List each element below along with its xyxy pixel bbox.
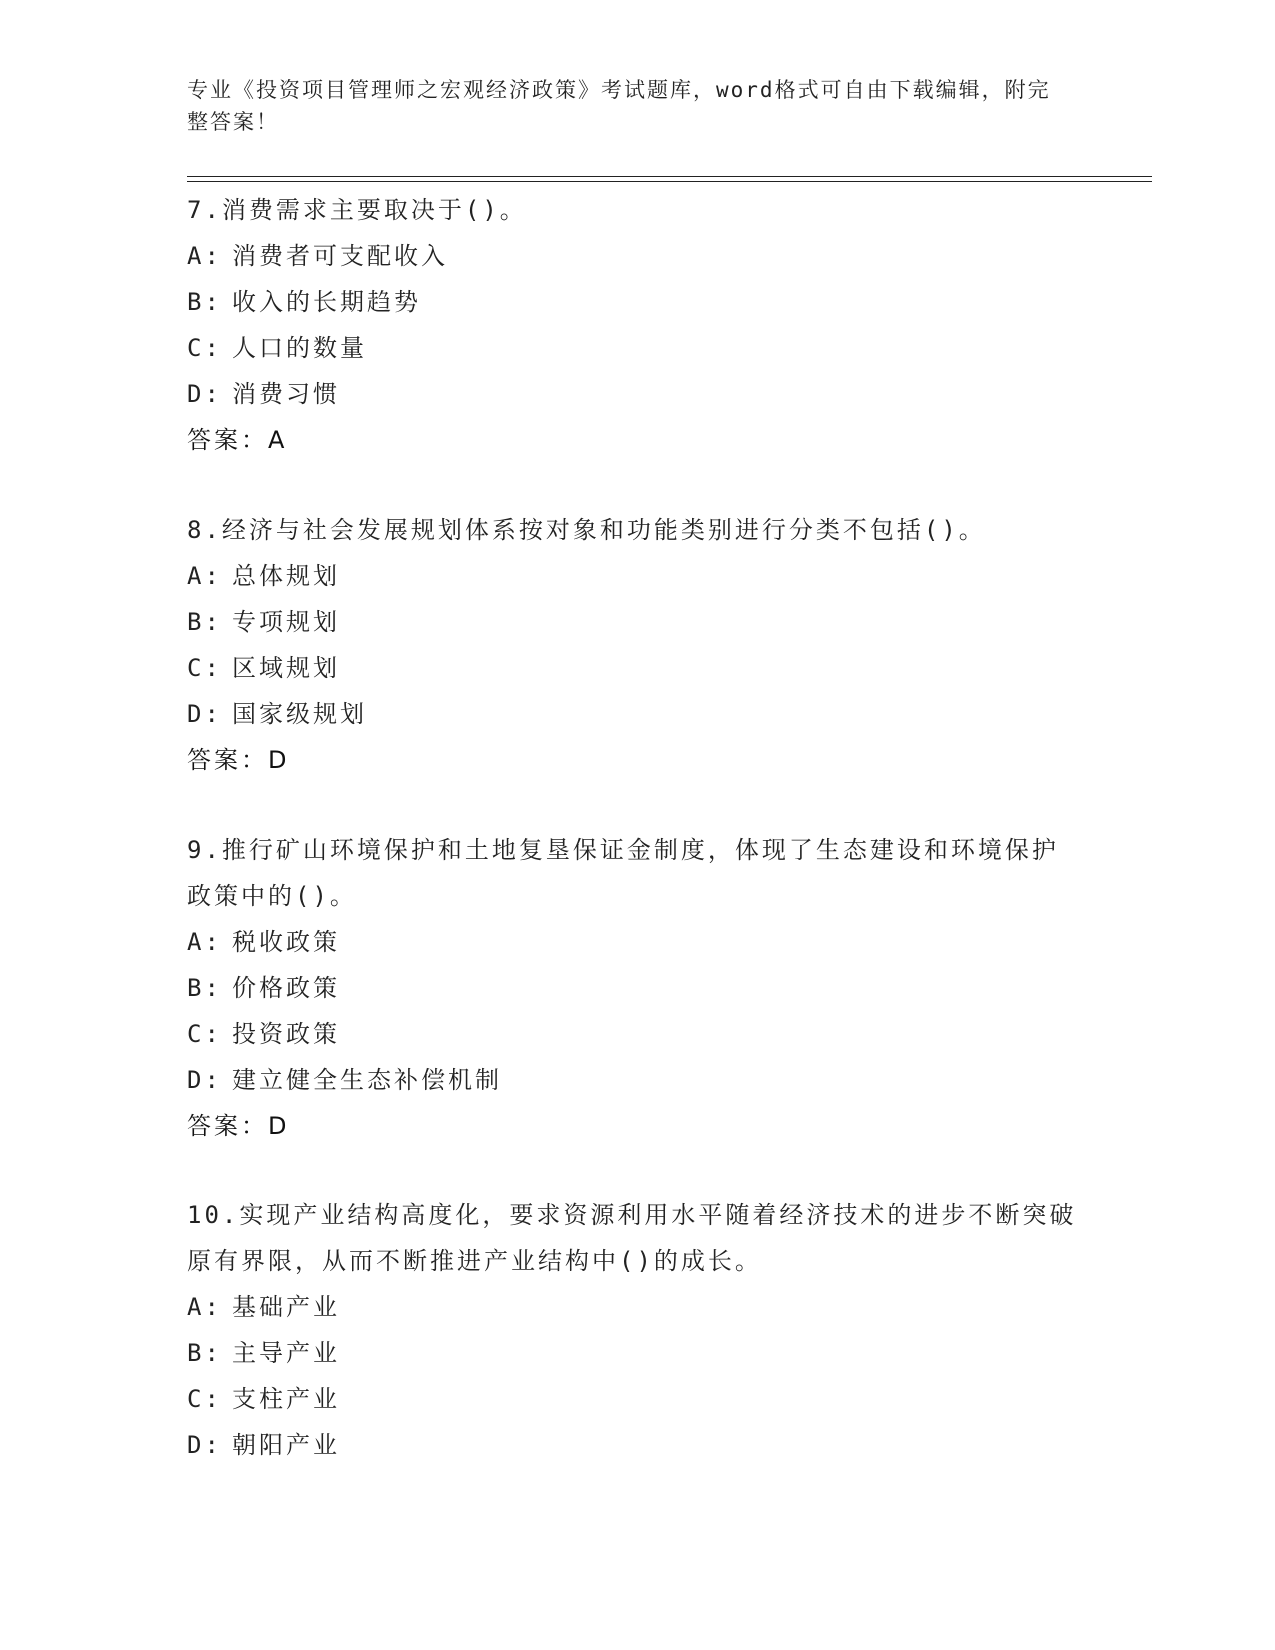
option-text: 基础产业 (232, 1293, 340, 1321)
question-stem: 8.经济与社会发展规划体系按对象和功能类别进行分类不包括()。 (187, 516, 986, 544)
option-text: 区域规划 (232, 654, 340, 682)
option-key: B: (187, 974, 222, 1002)
option-key: A: (187, 562, 222, 590)
option-text: 税收政策 (232, 928, 340, 956)
option-d (187, 1057, 1067, 1103)
option-key: A: (187, 928, 222, 956)
question-9 (187, 827, 1067, 1149)
question-stem: 10.实现产业结构高度化，要求资源利用水平随着经济技术的进步不断突破原有界限，从而不断推进产业结构中()的成长。 (187, 1201, 1077, 1275)
option-key: C: (187, 1020, 222, 1048)
option-text: 主导产业 (232, 1339, 340, 1367)
option-key: C: (187, 654, 222, 682)
option-text: 朝阳产业 (232, 1431, 340, 1459)
option-a (187, 919, 1067, 965)
option-c (187, 645, 1087, 691)
option-key: A: (187, 1293, 222, 1321)
option-b (187, 965, 1067, 1011)
option-c (187, 1376, 1077, 1422)
answer-line: 答案：D (187, 1112, 290, 1140)
option-text: 收入的长期趋势 (232, 288, 421, 316)
question-stem: 9.推行矿山环境保护和土地复垦保证金制度，体现了生态建设和环境保护政策中的()。 (187, 836, 1059, 910)
option-text: 总体规划 (232, 562, 340, 590)
option-b (187, 279, 1087, 325)
option-key: B: (187, 288, 222, 316)
option-b (187, 1330, 1077, 1376)
option-key: D: (187, 700, 222, 728)
answer-line: 答案：A (187, 426, 288, 454)
option-text: 人口的数量 (232, 334, 367, 362)
option-key: D: (187, 1066, 222, 1094)
option-d (187, 691, 1087, 737)
option-key: C: (187, 1385, 222, 1413)
option-d (187, 1422, 1077, 1468)
option-text: 支柱产业 (232, 1385, 340, 1413)
header-divider-bottom (187, 181, 1152, 182)
option-text: 消费习惯 (232, 380, 340, 408)
option-c (187, 1011, 1067, 1057)
option-c (187, 325, 1087, 371)
option-key: D: (187, 1431, 222, 1459)
option-key: C: (187, 334, 222, 362)
option-text: 建立健全生态补偿机制 (232, 1066, 502, 1094)
option-a (187, 1284, 1077, 1330)
option-b (187, 599, 1087, 645)
option-key: B: (187, 1339, 222, 1367)
question-7 (187, 187, 1087, 463)
option-d (187, 371, 1087, 417)
option-key: B: (187, 608, 222, 636)
option-key: A: (187, 242, 222, 270)
question-8 (187, 507, 1087, 783)
question-stem: 7.消费需求主要取决于()。 (187, 196, 527, 224)
header-text: 专业《投资项目管理师之宏观经济政策》考试题库，word格式可自由下载编辑，附完整答案！ (187, 78, 1051, 134)
header-divider-top (187, 176, 1152, 177)
option-text: 专项规划 (232, 608, 340, 636)
option-a (187, 233, 1087, 279)
option-text: 价格政策 (232, 974, 340, 1002)
answer-line: 答案：D (187, 746, 290, 774)
document-header (187, 74, 1067, 138)
question-10 (187, 1192, 1077, 1468)
option-text: 国家级规划 (232, 700, 367, 728)
option-text: 消费者可支配收入 (232, 242, 448, 270)
option-key: D: (187, 380, 222, 408)
option-text: 投资政策 (232, 1020, 340, 1048)
option-a (187, 553, 1087, 599)
